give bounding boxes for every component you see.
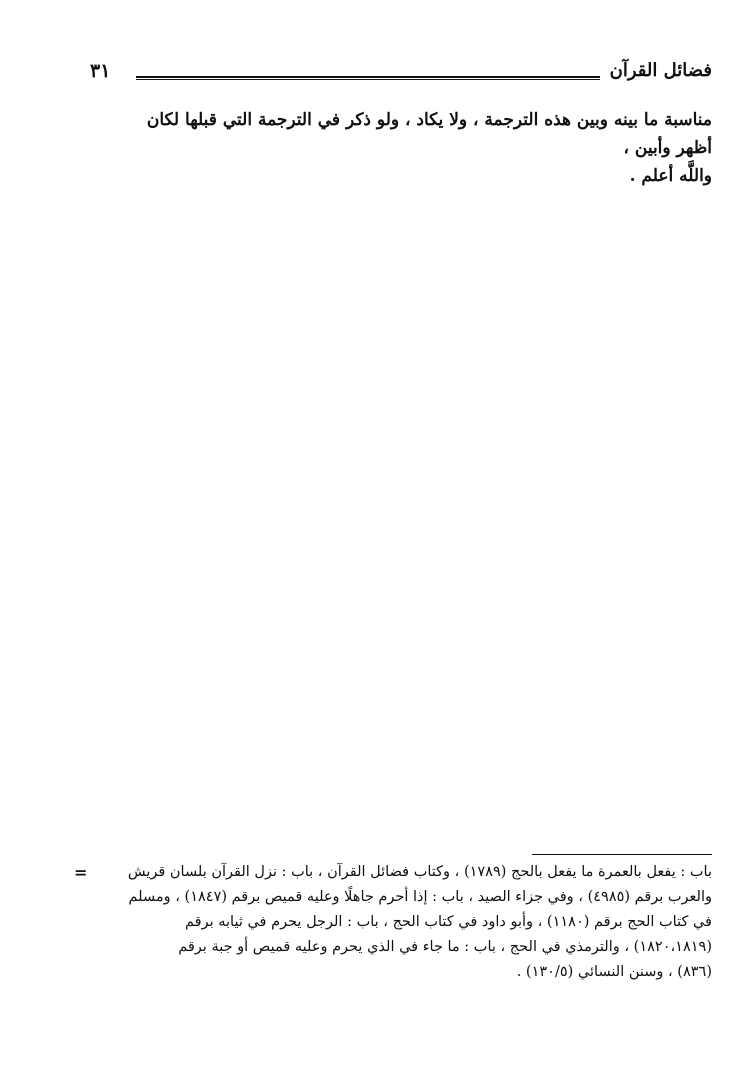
footnote [74,860,712,985]
footnote-line: باب : يفعل بالعمرة ما يفعل بالحج (١٧٨٩) ، وكتاب فضائل القرآن ، باب : نزل القرآن بلسان قريش [127,864,712,880]
continuation-marker: = [74,863,88,882]
footnote-line: في كتاب الحج برقم (١١٨٠) ، وأبو داود في كتاب الحج ، باب : الرجل يحرم في ثيابه برقم [184,914,712,930]
body-line: واللَّه أعلم . [629,166,712,186]
footnote-line: (٨٣٦) ، وسنن النسائي (١٣٠/٥) . [516,964,712,980]
main-text [112,106,712,190]
body-line: مناسبة ما بينه وبين هذه الترجمة ، ولا يكاد ، ولو ذكر في الترجمة التي قبلها لكان أظهر وأبين ، [146,110,712,158]
running-header [90,60,712,90]
footnote-separator [532,854,712,855]
header-rule [136,76,600,80]
footnote-line: والعرب برقم (٤٩٨٥) ، وفي جزاء الصيد ، باب : إذا أحرم جاهلًا وعليه قميص برقم (١٨٤٧) ، ومسلم [128,889,712,905]
page-number: ٣١ [90,60,111,82]
chapter-title: فضائل القرآن [609,60,712,81]
footnote-line: (١٨٢٠،١٨١٩) ، والترمذي في الحج ، باب : ما جاء في الذي يحرم وعليه قميص أو جبة برقم [178,939,712,955]
